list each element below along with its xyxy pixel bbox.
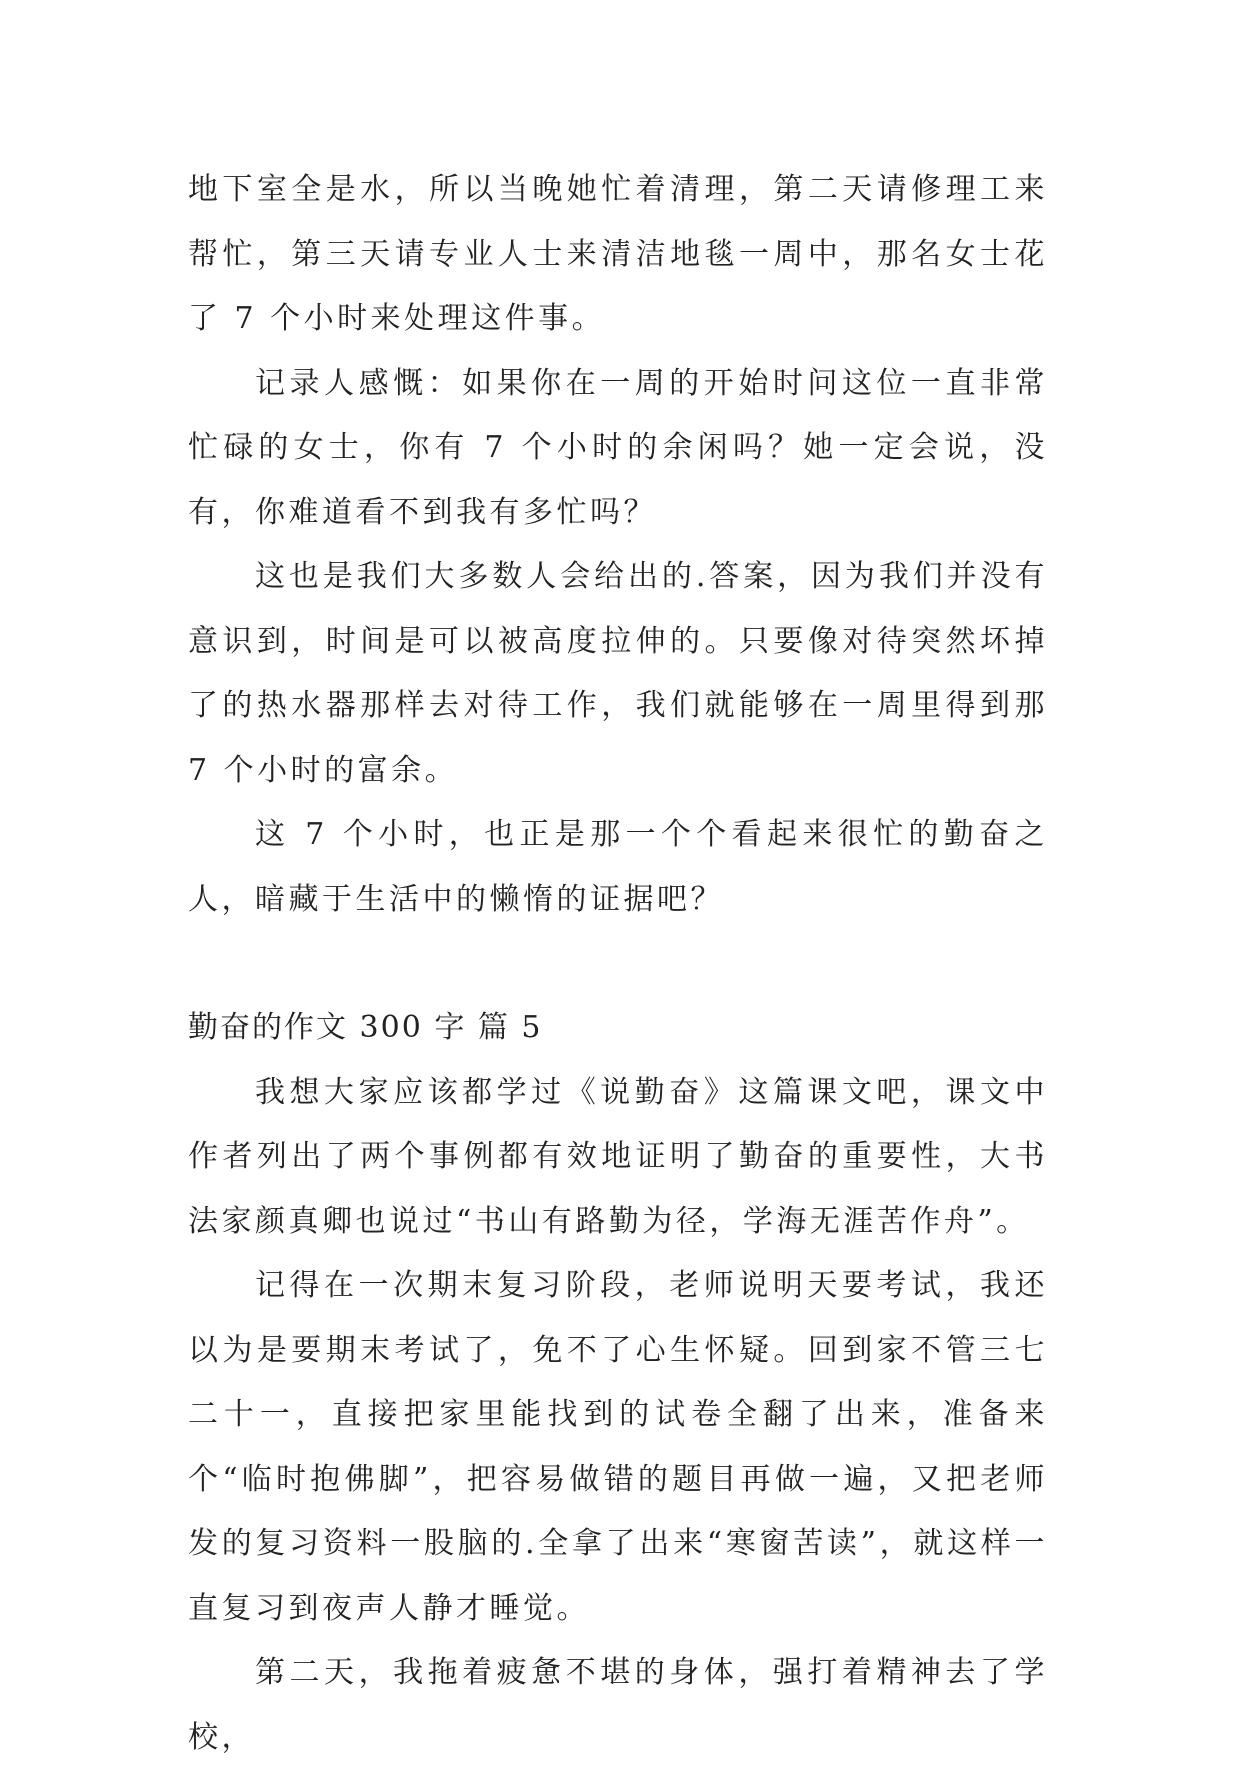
- section-heading: 勤奋的作文 300 字 篇 5: [188, 1010, 543, 1045]
- paragraph: 地下室全是水，所以当晚她忙着清理，第二天请修理工来帮忙，第三天请专业人士来清洁地毯一周中，那名女士花了 7 个小时来处理这件事。: [188, 172, 1048, 336]
- paragraph: 记录人感慨：如果你在一周的开始时问这位一直非常忙碌的女士，你有 7 个小时的余闲吗？她一定会说，没有，你难道看不到我有多忙吗？: [188, 365, 1048, 530]
- paragraph: 这 7 个小时，也正是那一个个看起来很忙的勤奋之人，暗藏于生活中的懒惰的证据吧？: [188, 817, 1048, 917]
- section-spacer: [188, 932, 1048, 996]
- document-body: [188, 158, 1048, 1770]
- paragraph: 第二天，我拖着疲惫不堪的身体，强打着精神去了学校，: [188, 1655, 1048, 1755]
- paragraph: 我想大家应该都学过《说勤奋》这篇课文吧，课文中作者列出了两个事例都有效地证明了勤奋的重要性，大书法家颜真卿也说过“书山有路勤为径，学海无涯苦作舟”。: [188, 1074, 1048, 1239]
- paragraph: 这也是我们大多数人会给出的.答案，因为我们并没有意识到，时间是可以被高度拉伸的。只要像对待突然坏掉了的热水器那样去对待工作，我们就能够在一周里得到那 7 个小时的富余。: [188, 559, 1048, 788]
- paragraph: 记得在一次期末复习阶段，老师说明天要考试，我还以为是要期末考试了，免不了心生怀疑。回到家不管三七二十一，直接把家里能找到的试卷全翻了出来，准备来个“临时抱佛脚”，把容易做错的题目再做一遍，又把老师发的复习资料一股脑的.全拿了出来“寒窗苦读”，就这样一直复习到夜声人静才睡觉。: [188, 1268, 1048, 1626]
